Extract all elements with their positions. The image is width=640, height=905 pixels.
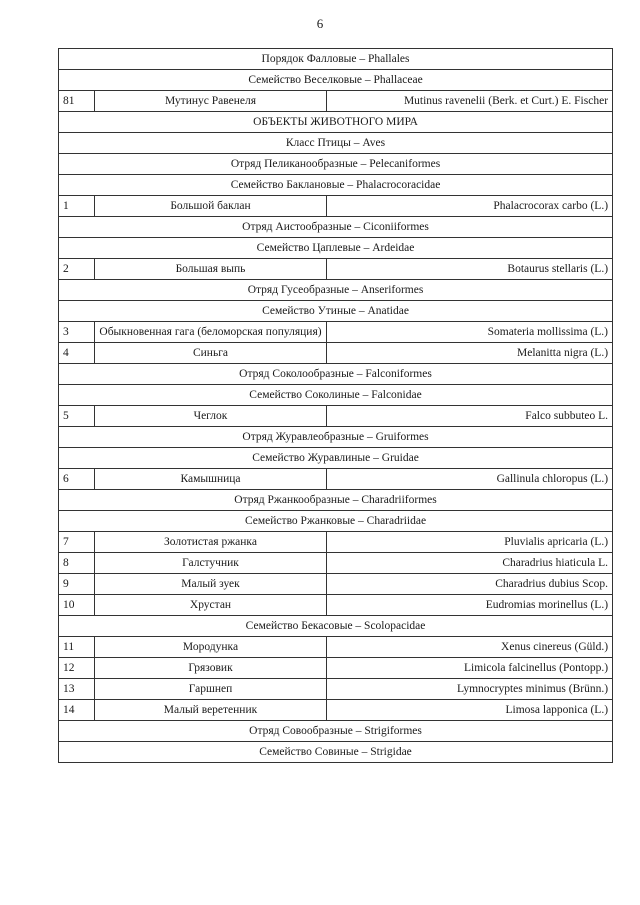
section-header-row [59, 385, 613, 406]
russian-name: Хрустан [95, 595, 327, 616]
russian-name: Малый зуек [95, 574, 327, 595]
table-row [59, 658, 613, 679]
latin-name: Gallinula chloropus (L.) [327, 469, 613, 490]
latin-name: Charadrius hiaticula L. [327, 553, 613, 574]
latin-name: Limosa lapponica (L.) [327, 700, 613, 721]
section-header: Семейство Утиные – Anatidae [59, 301, 613, 322]
russian-name: Синьга [95, 343, 327, 364]
russian-name: Мородунка [95, 637, 327, 658]
row-number: 2 [59, 259, 95, 280]
section-header: Семейство Веселковые – Phallaceae [59, 70, 613, 91]
section-header-row [59, 616, 613, 637]
section-header-row [59, 49, 613, 70]
table-row [59, 532, 613, 553]
section-header: Семейство Баклановые – Phalacrocoracidae [59, 175, 613, 196]
table-row [59, 406, 613, 427]
latin-name: Somateria mollissima (L.) [327, 322, 613, 343]
section-header: Отряд Совообразные – Strigiformes [59, 721, 613, 742]
section-header-row [59, 133, 613, 154]
row-number: 5 [59, 406, 95, 427]
russian-name: Чеглок [95, 406, 327, 427]
russian-name: Большой баклан [95, 196, 327, 217]
russian-name: Галстучник [95, 553, 327, 574]
latin-name: Mutinus ravenelii (Berk. et Curt.) E. Fischer [327, 91, 613, 112]
section-header-row [59, 217, 613, 238]
table-row [59, 574, 613, 595]
latin-name: Falco subbuteo L. [327, 406, 613, 427]
russian-name: Обыкновенная гага (беломорская популяция) [95, 322, 327, 343]
section-header-row [59, 238, 613, 259]
latin-name: Eudromias morinellus (L.) [327, 595, 613, 616]
section-header-row [59, 364, 613, 385]
russian-name: Мутинус Равенеля [95, 91, 327, 112]
russian-name: Гаршнеп [95, 679, 327, 700]
row-number: 13 [59, 679, 95, 700]
section-header-row [59, 448, 613, 469]
row-number: 14 [59, 700, 95, 721]
section-header: Отряд Гусеобразные – Anseriformes [59, 280, 613, 301]
row-number: 6 [59, 469, 95, 490]
latin-name: Charadrius dubius Scop. [327, 574, 613, 595]
section-header-row [59, 427, 613, 448]
section-header-row [59, 280, 613, 301]
section-header: Порядок Фалловые – Phallales [59, 49, 613, 70]
species-table [58, 48, 613, 763]
table-body [59, 49, 613, 763]
table-row [59, 679, 613, 700]
row-number: 3 [59, 322, 95, 343]
section-header: Отряд Журавлеобразные – Gruiformes [59, 427, 613, 448]
section-header: ОБЪЕКТЫ ЖИВОТНОГО МИРА [59, 112, 613, 133]
row-number: 10 [59, 595, 95, 616]
table-row [59, 637, 613, 658]
section-header: Семейство Цаплевые – Ardeidae [59, 238, 613, 259]
table-row [59, 91, 613, 112]
section-header: Семейство Совиные – Strigidae [59, 742, 613, 763]
section-header: Отряд Ржанкообразные – Charadriiformes [59, 490, 613, 511]
table-row [59, 469, 613, 490]
table-row [59, 700, 613, 721]
section-header-row [59, 70, 613, 91]
section-header-row [59, 742, 613, 763]
section-header: Семейство Бекасовые – Scolopacidae [59, 616, 613, 637]
row-number: 81 [59, 91, 95, 112]
section-header-row [59, 721, 613, 742]
section-header-row [59, 175, 613, 196]
russian-name: Большая выпь [95, 259, 327, 280]
section-header: Отряд Аистообразные – Ciconiiformes [59, 217, 613, 238]
row-number: 9 [59, 574, 95, 595]
section-header-row [59, 490, 613, 511]
section-header: Класс Птицы – Aves [59, 133, 613, 154]
row-number: 12 [59, 658, 95, 679]
latin-name: Phalacrocorax carbo (L.) [327, 196, 613, 217]
page-number: 6 [316, 16, 324, 31]
row-number: 7 [59, 532, 95, 553]
section-header: Семейство Соколиные – Falconidae [59, 385, 613, 406]
russian-name: Малый веретенник [95, 700, 327, 721]
latin-name: Melanitta nigra (L.) [327, 343, 613, 364]
section-header: Семейство Ржанковые – Charadriidae [59, 511, 613, 532]
table-row [59, 553, 613, 574]
row-number: 4 [59, 343, 95, 364]
russian-name: Камышница [95, 469, 327, 490]
row-number: 1 [59, 196, 95, 217]
table-row [59, 595, 613, 616]
section-header: Семейство Журавлиные – Gruidae [59, 448, 613, 469]
table-row [59, 259, 613, 280]
table-row [59, 322, 613, 343]
section-header: Отряд Соколообразные – Falconiformes [59, 364, 613, 385]
section-header-row [59, 511, 613, 532]
russian-name: Золотистая ржанка [95, 532, 327, 553]
section-header-row [59, 301, 613, 322]
latin-name: Limicola falcinellus (Pontopp.) [327, 658, 613, 679]
section-header-row [59, 154, 613, 175]
row-number: 8 [59, 553, 95, 574]
latin-name: Botaurus stellaris (L.) [327, 259, 613, 280]
table-row [59, 343, 613, 364]
table-row [59, 196, 613, 217]
section-header: Отряд Пеликанообразные – Pelecaniformes [59, 154, 613, 175]
row-number: 11 [59, 637, 95, 658]
latin-name: Pluvialis apricaria (L.) [327, 532, 613, 553]
russian-name: Грязовик [95, 658, 327, 679]
latin-name: Lymnocryptes minimus (Brünn.) [327, 679, 613, 700]
section-header-row [59, 112, 613, 133]
latin-name: Xenus cinereus (Güld.) [327, 637, 613, 658]
